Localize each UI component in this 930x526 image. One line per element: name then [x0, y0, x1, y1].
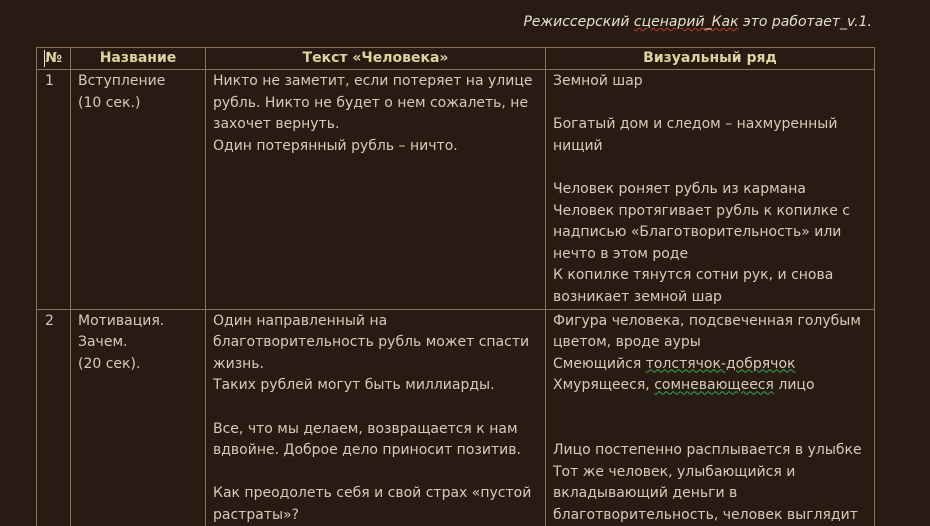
cell-text-line — [553, 93, 867, 115]
cell-text-line: Человек протягивает рубль к копилке с — [553, 202, 850, 219]
screenplay-table — [36, 47, 875, 526]
cell-text-line: Вступление — [78, 73, 166, 89]
cell-text-line: Никто не заметит, если потеряет на улице — [213, 73, 533, 89]
narration-text-cell[interactable] — [206, 70, 546, 310]
cell-text-line: нечто в этом роде — [553, 245, 689, 262]
cell-text-line: цветом, вроде ауры — [553, 334, 701, 351]
screenplay-table-wrapper — [36, 47, 874, 526]
scene-name-cell[interactable] — [71, 309, 206, 526]
cell-text-line: рубль. Никто не будет о нем сожалеть, не — [213, 94, 529, 111]
cell-text-line: жизнь. — [213, 355, 265, 372]
header-name[interactable]: Название — [71, 48, 206, 70]
cell-text-line — [213, 462, 538, 484]
cell-text-line: (20 сек). — [78, 355, 141, 372]
cell-text-line: нищий — [553, 137, 603, 154]
cell-text-line: Мотивация. — [78, 312, 165, 329]
table-body — [37, 70, 875, 526]
cell-text-line: Смеющийся толстячок-добрячок — [553, 355, 796, 372]
header-text[interactable]: Текст «Человека» — [206, 48, 546, 70]
cell-text-line: благотворительность, человек выглядит — [553, 506, 858, 523]
cell-text-line — [213, 397, 538, 419]
cell-text-line: Лицо постепенно расплывается в улыбке — [553, 442, 862, 459]
cell-text-line: вдвойне. Доброе дело приносит позитив. — [213, 442, 521, 459]
cell-text-line: благотворительность рубль может спасти — [213, 334, 530, 351]
scene-name-cell[interactable] — [71, 70, 206, 310]
cell-text-line: Как преодолеть себя и свой страх «пустой — [213, 485, 532, 502]
cell-text-line: К копилке тянутся сотни рук, и снова — [553, 267, 834, 284]
cell-text-line: Фигура человека, подсвеченная голубым — [553, 312, 861, 329]
header-num[interactable]: № — [37, 48, 71, 70]
cell-text-line: захочет вернуть. — [213, 116, 340, 133]
cell-text-line: надписью «Благотворительность» или — [553, 224, 842, 241]
cell-text-line: растраты»? — [213, 506, 299, 523]
cell-text-line — [553, 419, 867, 441]
table-row — [37, 309, 875, 526]
narration-text-cell[interactable] — [206, 309, 546, 526]
table-row — [37, 70, 875, 310]
cell-text-line: Все, что мы делаем, возвращается к нам — [213, 420, 518, 437]
cell-text-line: Таких рублей могут быть миллиарды. — [213, 377, 495, 394]
cell-text-line — [553, 157, 867, 179]
cell-text-line: Один направленный на — [213, 312, 388, 329]
cell-text-line: Земной шар — [553, 73, 643, 89]
row-number-cell[interactable]: 1 — [37, 70, 71, 310]
cell-text-line: Богатый дом и следом – нахмуренный — [553, 116, 838, 133]
cell-text-line: Человек роняет рубль из кармана — [553, 180, 806, 197]
cell-text-line: вкладывающий деньги в — [553, 485, 738, 502]
cell-text-line: Хмурящееся, сомневающееся лицо — [553, 377, 815, 394]
cell-text-line: (10 сек.) — [78, 94, 141, 111]
cell-text-line: возникает земной шар — [553, 288, 722, 305]
row-number-cell[interactable]: 2 — [37, 309, 71, 526]
cell-text-line — [553, 397, 867, 419]
cell-text-line: Один потерянный рубль – ничто. — [213, 137, 458, 154]
table-header-row — [37, 48, 875, 70]
header-visual[interactable]: Визуальный ряд — [546, 48, 875, 70]
document-title: Режиссерский сценарий_Как это работает_v.1. — [523, 14, 872, 30]
visual-sequence-cell[interactable] — [546, 309, 875, 526]
visual-sequence-cell[interactable] — [546, 70, 875, 310]
cell-text-line: Зачем. — [78, 334, 128, 351]
cell-text-line: Тот же человек, улыбающийся и — [553, 463, 796, 480]
